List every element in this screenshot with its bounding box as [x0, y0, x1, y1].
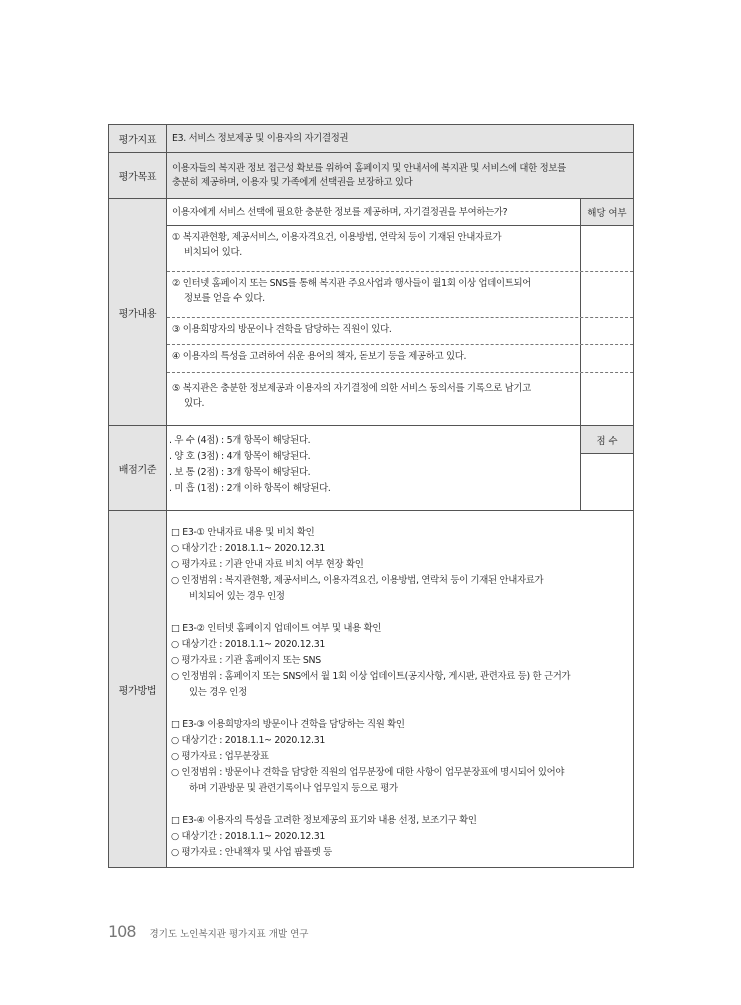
method-line: ○ 대상기간 : 2018.1.1~ 2020.12.31 — [171, 543, 326, 554]
content-item — [167, 271, 633, 317]
method-section — [171, 621, 628, 701]
score-line: . 양 호 (3점) : 4개 항목이 해당된다. — [169, 451, 311, 462]
content-grid — [167, 199, 633, 425]
page-number: 108 — [108, 922, 136, 941]
score-line: . 미 흡 (1점) : 2개 이하 항목이 해당된다. — [169, 483, 331, 494]
evaluation-table — [108, 124, 634, 868]
indicator-title: E3. 서비스 정보제공 및 이용자의 자기결정권 — [167, 125, 633, 152]
content-item-line: 있다. — [184, 398, 205, 409]
content-question: 이용자에게 서비스 선택에 필요한 충분한 정보를 제공하며, 자기결정권을 부여하는가? — [167, 199, 581, 225]
goal-line-2: 충분히 제공하며, 이용자 및 가족에게 선택권을 보장하고 있다 — [172, 176, 413, 188]
score-line: . 우 수 (4점) : 5개 항목이 해당된다. — [169, 435, 311, 446]
method-body — [167, 511, 633, 867]
label-content: 평가내용 — [109, 199, 167, 425]
method-section — [171, 717, 628, 797]
label-goal: 평가목표 — [109, 153, 167, 198]
content-item — [167, 317, 633, 344]
method-line-cont: 비치되어 있는 경우 인정 — [189, 591, 285, 602]
check-cell — [581, 345, 633, 372]
score-line: . 보 통 (2점) : 3개 항목이 해당된다. — [169, 467, 311, 478]
method-line: ○ 대상기간 : 2018.1.1~ 2020.12.31 — [171, 639, 326, 650]
score-cell — [581, 454, 633, 510]
content-item-line: ① 복지관현황, 제공서비스, 이용자격요건, 이용방법, 연락처 등이 기재된 안내자료가 — [172, 232, 502, 243]
method-section-title: □ E3-③ 이용희망자의 방문이나 견학을 담당하는 직원 확인 — [171, 719, 405, 730]
row-score — [109, 426, 633, 511]
content-item — [167, 225, 633, 271]
method-line: ○ 평가자료 : 기관 안내 자료 비치 여부 현장 확인 — [171, 559, 364, 570]
footer-title: 경기도 노인복지관 평가지표 개발 연구 — [149, 929, 309, 940]
content-item-line: ⑤ 복지관은 충분한 정보제공과 이용자의 자기결정에 의한 서비스 동의서를 기록으로 남기고 — [172, 383, 531, 394]
row-method — [109, 511, 633, 867]
check-header: 해당 여부 — [581, 199, 633, 225]
method-section — [171, 813, 628, 861]
method-section-title: □ E3-① 안내자료 내용 및 비치 확인 — [171, 527, 315, 538]
goal-line-1: 이용자들의 복지관 정보 접근성 확보를 위하여 홈페이지 및 안내서에 복지관 및 서비스에 대한 정보를 — [172, 162, 566, 174]
content-item-line: 비치되어 있다. — [184, 247, 242, 258]
check-cell — [581, 272, 633, 317]
score-criteria — [167, 426, 581, 510]
content-item-line: ② 인터넷 홈페이지 또는 SNS를 통해 복지관 주요사업과 행사들이 월1회 이상 업데이트되어 — [172, 278, 531, 289]
check-cell — [581, 318, 633, 344]
score-header: 점 수 — [581, 426, 633, 454]
method-line-cont: 있는 경우 인정 — [189, 687, 247, 698]
content-item-line: ③ 이용희망자의 방문이나 견학을 담당하는 직원이 있다. — [172, 324, 392, 335]
score-grid — [167, 426, 633, 510]
content-item — [167, 372, 633, 425]
method-line: ○ 인정범위 : 홈페이지 또는 SNS에서 월 1회 이상 업데이트(공지사항, 게시판, 관련자료 등) 한 근거가 — [171, 671, 571, 682]
score-column — [581, 426, 633, 510]
method-line: ○ 대상기간 : 2018.1.1~ 2020.12.31 — [171, 831, 326, 842]
content-item — [167, 344, 633, 372]
check-cell — [581, 373, 633, 425]
method-line: ○ 인정범위 : 방문이나 견학을 담당한 직원의 업무분장에 대한 사항이 업무분장표에 명시되어 있어야 — [171, 767, 565, 778]
goal-text — [167, 153, 633, 198]
content-item-line: 정보를 얻을 수 있다. — [184, 293, 265, 304]
method-line: ○ 평가자료 : 업무분장표 — [171, 751, 269, 762]
method-line-cont: 하며 기관방문 및 관련기록이나 업무일지 등으로 평가 — [189, 783, 398, 794]
method-section-title: □ E3-④ 이용자의 특성을 고려한 정보제공의 표기와 내용 선정, 보조기구 확인 — [171, 815, 477, 826]
method-line: ○ 인정범위 : 복지관현황, 제공서비스, 이용자격요건, 이용방법, 연락처 등이 기재된 안내자료가 — [171, 575, 544, 586]
label-method: 평가방법 — [109, 511, 167, 867]
page-footer — [108, 922, 308, 941]
check-cell — [581, 226, 633, 271]
method-line: ○ 평가자료 : 기관 홈페이지 또는 SNS — [171, 655, 321, 666]
label-score: 배점기준 — [109, 426, 167, 510]
method-section-title: □ E3-② 인터넷 홈페이지 업데이트 여부 및 내용 확인 — [171, 623, 382, 634]
row-indicator — [109, 125, 633, 153]
row-content — [109, 199, 633, 426]
method-section — [171, 525, 628, 605]
method-line: ○ 대상기간 : 2018.1.1~ 2020.12.31 — [171, 735, 326, 746]
content-question-row — [167, 199, 633, 225]
content-item-line: ④ 이용자의 특성을 고려하여 쉬운 용어의 책자, 돋보기 등을 제공하고 있다. — [172, 351, 467, 362]
label-indicator: 평가지표 — [109, 125, 167, 152]
row-goal — [109, 153, 633, 199]
method-line: ○ 평가자료 : 안내책자 및 사업 팜플렛 등 — [171, 847, 332, 858]
